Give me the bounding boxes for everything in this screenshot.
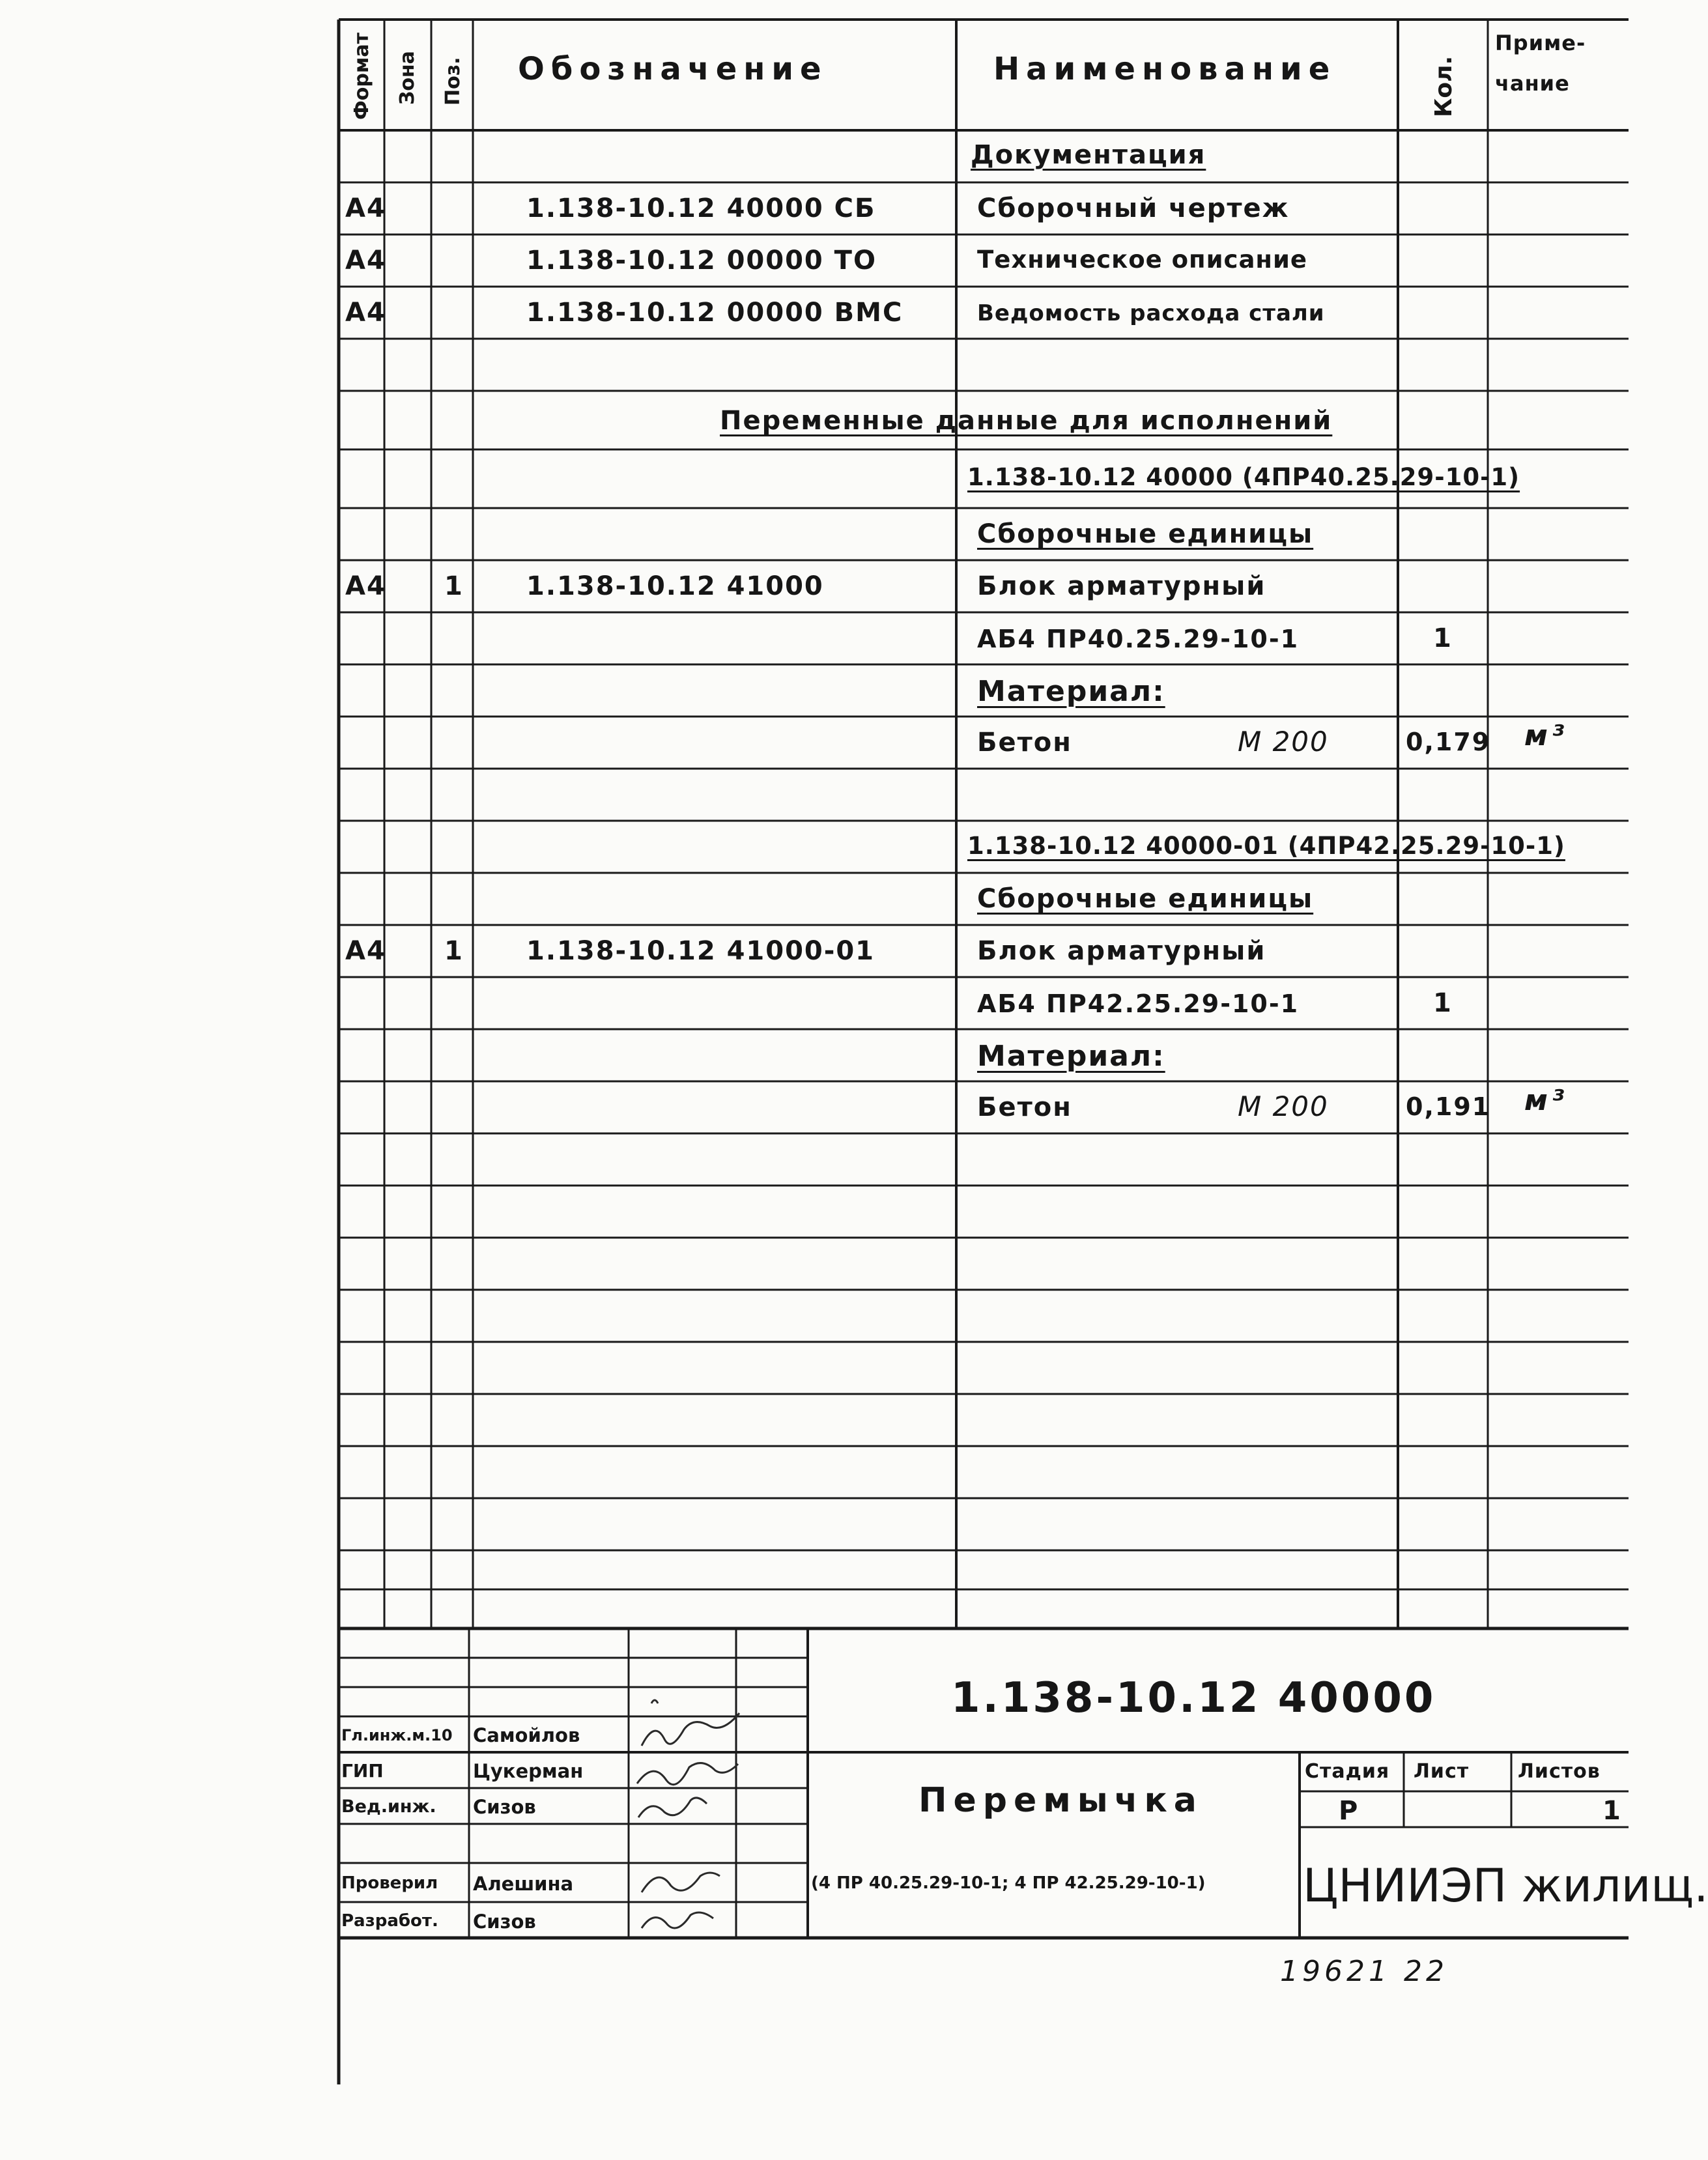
row-grade: М 200	[1238, 726, 1329, 758]
row-qty: 0,179	[1406, 728, 1491, 756]
title-block-organization: ЦНИИЭП жилищ.	[1303, 1859, 1708, 1912]
row-qty: 1	[1433, 988, 1453, 1018]
variant-2-title: 1.138-10.12 40000-01 (4ПР42.25.29-10-1)	[967, 832, 1565, 860]
row-name: Бетон	[977, 728, 1072, 758]
row-name: Сборочные единицы	[977, 884, 1314, 914]
row-name: АБ4 ПР40.25.29-10-1	[977, 625, 1300, 653]
row-designation: 1.138-10.12 41000-01	[526, 936, 875, 966]
row-pos: 1	[444, 571, 464, 601]
signature-role: ГИП	[341, 1760, 384, 1782]
header-note-2: чание	[1495, 71, 1570, 96]
row-name: Техническое описание	[977, 246, 1308, 274]
header-zone: Зона	[396, 51, 419, 106]
signature-name: Сизов	[473, 1911, 536, 1933]
row-name: Сборочный чертеж	[977, 193, 1290, 223]
row-name: АБ4 ПР42.25.29-10-1	[977, 989, 1300, 1018]
row-name: Блок арматурный	[977, 936, 1266, 966]
row-name: Сборочные единицы	[977, 519, 1314, 549]
title-block-product-name: Перемычка	[918, 1781, 1203, 1820]
signature-role: Вед.инж.	[341, 1797, 436, 1817]
row-note: м³	[1524, 719, 1569, 752]
signature-name: Алешина	[473, 1873, 574, 1895]
row-qty: 1	[1433, 623, 1453, 653]
row-designation: 1.138-10.12 00000 ТО	[526, 246, 877, 276]
row-documentation-title: Документация	[971, 140, 1206, 170]
header-pos: Поз.	[442, 57, 464, 106]
header-designation: Обозначение	[518, 51, 828, 87]
row-pos: 1	[444, 936, 464, 966]
row-format: А4	[345, 246, 386, 276]
header-format: Формат	[350, 33, 373, 120]
signature-role: Разработ.	[341, 1911, 438, 1931]
title-block-stage-label: Стадия	[1305, 1760, 1390, 1783]
title-block-sheets-label: Листов	[1518, 1760, 1601, 1783]
title-block-stage-value: Р	[1339, 1796, 1359, 1826]
signature-name: Сизов	[473, 1796, 536, 1818]
title-block-product-variants: (4 ПР 40.25.29-10-1; 4 ПР 42.25.29-10-1)	[811, 1873, 1206, 1893]
section-variable-data-title: Переменные данные для исполнений	[720, 406, 1333, 436]
row-designation: 1.138-10.12 00000 ВМС	[526, 298, 904, 328]
row-name: Бетон	[977, 1092, 1072, 1122]
signature-role: Гл.инж.м.10	[341, 1726, 453, 1744]
signature-role: Проверил	[341, 1873, 438, 1893]
header-note-1: Приме-	[1495, 31, 1586, 55]
title-block-sheets-value: 1	[1602, 1796, 1622, 1826]
row-format: А4	[345, 571, 386, 601]
row-name: Материал:	[977, 675, 1165, 708]
signature-name: Цукерман	[473, 1760, 584, 1782]
row-qty: 0,191	[1406, 1092, 1491, 1121]
header-qty: Кол.	[1430, 55, 1457, 117]
row-format: А4	[345, 936, 386, 966]
signature-name: Самойлов	[473, 1724, 580, 1746]
row-note: м³	[1524, 1084, 1569, 1117]
row-format: А4	[345, 193, 386, 223]
variant-1-title: 1.138-10.12 40000 (4ПР40.25.29-10-1)	[967, 463, 1520, 491]
row-designation: 1.138-10.12 41000	[526, 571, 824, 601]
row-grade: М 200	[1238, 1090, 1329, 1122]
row-designation: 1.138-10.12 40000 СБ	[526, 193, 876, 223]
row-format: А4	[345, 298, 386, 328]
header-name: Наименование	[993, 51, 1337, 87]
row-name: Материал:	[977, 1040, 1165, 1073]
title-block-doc-number: 1.138-10.12 40000	[951, 1674, 1436, 1722]
archive-number: 19621 22	[1280, 1955, 1448, 1988]
row-name: Ведомость расхода стали	[977, 300, 1325, 326]
row-name: Блок арматурный	[977, 571, 1266, 601]
title-block-sheet-label: Лист	[1414, 1760, 1470, 1783]
